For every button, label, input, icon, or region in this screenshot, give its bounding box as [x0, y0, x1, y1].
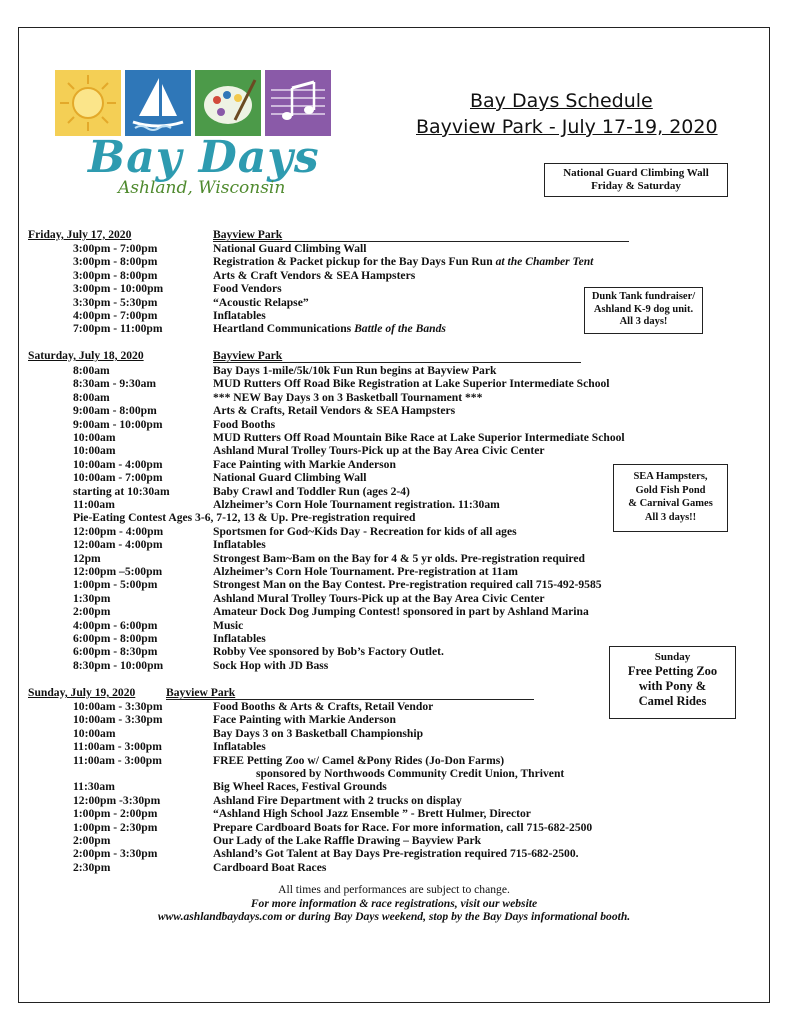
- event-description-text: Alzheimer’s Corn Hole Tournament registration. 11:30am: [213, 498, 500, 511]
- event-description-text: Bay Days 1-mile/5k/10k Fun Run begins at Bayview Park: [213, 364, 497, 377]
- schedule-row: [0, 605, 788, 618]
- event-description-text: Bay Days 3 on 3 Basketball Championship: [213, 726, 424, 740]
- event-description: [213, 700, 433, 713]
- box-line: Ashland K-9 dog unit.: [593, 303, 694, 315]
- event-description-text: “Ashland High School Jazz Ensemble ” - Brett Hulmer, Director: [213, 807, 531, 821]
- event-time: 11:00am - 3:00pm: [73, 740, 162, 754]
- event-description-text: Ashland Mural Trolley Tours-Pick up at the Bay Area Civic Center: [213, 444, 545, 458]
- event-description: [213, 659, 328, 672]
- climbing-wall-box: [544, 163, 728, 197]
- event-description: [213, 727, 423, 740]
- event-description: [213, 282, 282, 295]
- event-description-text: Arts & Crafts, Retail Vendors & SEA Hampsters: [213, 404, 456, 418]
- footer: [0, 883, 788, 924]
- event-description-text: National Guard Climbing Wall: [213, 471, 367, 485]
- event-description: [213, 255, 593, 268]
- event-time: 10:00am - 7:00pm: [73, 471, 163, 485]
- schedule-row: [0, 727, 788, 740]
- schedule-row: [0, 861, 788, 874]
- event-time: 12:00am - 4:00pm: [73, 538, 163, 552]
- schedule-row: [0, 619, 788, 632]
- schedule-row: [0, 471, 788, 484]
- event-description: [213, 740, 266, 753]
- schedule-row: [0, 807, 788, 820]
- event-time: 10:00am: [73, 726, 116, 740]
- schedule-row: [0, 821, 788, 834]
- event-description: [213, 847, 579, 860]
- event-time: 2:30pm: [73, 860, 111, 874]
- event-time: 3:00pm - 10:00pm: [73, 282, 164, 296]
- event-time: 8:30pm - 10:00pm: [73, 658, 164, 672]
- box-line: Gold Fish Pond: [635, 484, 706, 496]
- event-description: [213, 322, 446, 335]
- box-line: Friday & Saturday: [591, 180, 681, 193]
- event-time: 12pm: [73, 551, 101, 565]
- event-description-text: Food Booths & Arts & Crafts, Retail Vendor: [213, 700, 434, 713]
- schedule-row: [0, 282, 788, 295]
- event-time: 10:00am - 4:00pm: [73, 457, 163, 471]
- event-description: [213, 754, 504, 767]
- schedule-row: [0, 754, 788, 767]
- event-time: 10:00am: [73, 444, 116, 458]
- schedule-row: [0, 255, 788, 268]
- schedule-row: [0, 269, 788, 282]
- schedule-row: [0, 834, 788, 847]
- schedule-row: [0, 525, 788, 538]
- schedule-row: [0, 632, 788, 645]
- footer-info: For more information & race registrations, visit our website: [250, 896, 538, 910]
- event-description: [213, 632, 266, 645]
- box-line: SEA Hampsters,: [633, 471, 708, 482]
- schedule-row: [0, 794, 788, 807]
- event-time: 10:00am - 3:30pm: [73, 700, 163, 713]
- box-line: Sunday: [654, 651, 691, 663]
- event-description: [213, 242, 366, 255]
- event-description-text: Food Vendors: [213, 282, 282, 296]
- schedule-row: [0, 242, 788, 255]
- event-description: [213, 444, 545, 457]
- event-description: [213, 498, 500, 511]
- event-time: 2:00pm: [73, 605, 111, 619]
- event-description: [213, 296, 309, 309]
- event-time: starting at 10:30am: [73, 484, 170, 498]
- event-description-text: FREE Petting Zoo w/ Camel &Pony Rides (Jo-Don Farms): [213, 753, 505, 767]
- saturday-place: Bayview Park: [213, 349, 283, 362]
- saturday-rule: [213, 362, 581, 363]
- event-time: 2:00pm: [73, 834, 111, 847]
- event-sponsor: sponsored by Northwoods Community Credit Union, Thrivent: [256, 767, 565, 780]
- event-description-text: Inflatables: [213, 538, 266, 552]
- event-time: 6:00pm - 8:30pm: [73, 645, 158, 659]
- event-description: [213, 418, 275, 431]
- schedule-row: [0, 578, 788, 591]
- event-description: [213, 834, 481, 847]
- schedule-row: [0, 498, 788, 511]
- box-line: All 3 days!: [619, 316, 668, 328]
- footer-website: www.ashlandbaydays.com or during Bay Days weekend, stop by the Bay Days informational booth.: [157, 910, 631, 923]
- event-time: 10:00am - 3:30pm: [73, 713, 163, 727]
- event-description: [213, 821, 592, 834]
- event-description: [213, 713, 396, 726]
- event-time: 12:00pm -3:30pm: [73, 793, 161, 807]
- event-description-text: Amateur Dock Dog Jumping Contest! sponsored in part by Ashland Marina: [213, 605, 589, 619]
- event-description-text: Arts & Craft Vendors & SEA Hampsters: [213, 268, 416, 282]
- event-description-text: Inflatables: [213, 309, 266, 322]
- event-description: [213, 525, 517, 538]
- event-description: [213, 458, 396, 471]
- event-time: 11:00am: [73, 498, 115, 511]
- event-description-text: Inflatables: [213, 632, 266, 645]
- schedule-row: [0, 592, 788, 605]
- event-time: 4:00pm - 7:00pm: [73, 309, 158, 322]
- event-description-text: Our Lady of the Lake Raffle Drawing – Bayview Park: [213, 834, 482, 847]
- event-description-text: Ashland Mural Trolley Tours-Pick up at the Bay Area Civic Center: [213, 591, 545, 605]
- event-time: 3:00pm - 8:00pm: [73, 255, 158, 269]
- event-description-text: Face Painting with Markie Anderson: [213, 713, 396, 727]
- event-time: 6:00pm - 8:00pm: [73, 632, 158, 645]
- schedule-row: [0, 404, 788, 417]
- event-description: [213, 861, 326, 874]
- schedule-row: [0, 364, 788, 377]
- event-time: 3:00pm - 8:00pm: [73, 268, 158, 282]
- event-time: 8:30am - 9:30am: [73, 377, 157, 391]
- schedule-row: [0, 538, 788, 551]
- schedule-row: [0, 767, 788, 780]
- schedule-row: [0, 391, 788, 404]
- event-description: [213, 780, 387, 793]
- event-description: [213, 269, 415, 282]
- event-description-text: Ashland’s Got Talent at Bay Days Pre-registration required 715-682-2500.: [213, 847, 579, 861]
- event-description: [213, 404, 455, 417]
- event-description: [213, 364, 496, 377]
- event-description-text: Strongest Man on the Bay Contest. Pre-registration required call 715-492-9585: [213, 578, 602, 592]
- schedule-row: [0, 309, 788, 322]
- schedule-row: [0, 645, 788, 658]
- event-description: [213, 377, 610, 390]
- event-time: 12:00pm –5:00pm: [73, 565, 163, 578]
- event-description-text: MUD Rutters Off Road Mountain Bike Race at Lake Superior Intermediate School: [213, 431, 625, 444]
- event-description-text: Big Wheel Races, Festival Grounds: [213, 780, 387, 794]
- event-time: 12:00pm - 4:00pm: [73, 524, 164, 538]
- footer-disclaimer: All times and performances are subject to change.: [278, 883, 510, 896]
- event-description-text: Robby Vee sponsored by Bob’s Factory Outlet.: [213, 645, 444, 659]
- event-description-text: Alzheimer’s Corn Hole Tournament. Pre-registration at 11am: [213, 565, 518, 578]
- event-description-text: Baby Crawl and Toddler Run (ages 2-4): [213, 484, 410, 498]
- music-tile-icon: [265, 70, 331, 136]
- event-time: 1:00pm - 2:30pm: [73, 820, 158, 834]
- schedule-row: [0, 418, 788, 431]
- sunday-header: Sunday, July 19, 2020: [28, 686, 136, 699]
- schedule-row: [0, 700, 788, 713]
- schedule-row: [0, 485, 788, 498]
- sun-tile-icon: [55, 70, 121, 136]
- event-description: [213, 471, 366, 484]
- event-description: [213, 552, 585, 565]
- sunday-place: Bayview Park: [166, 686, 236, 699]
- event-description-text: Food Booths: [213, 417, 276, 431]
- event-description: [213, 391, 482, 404]
- event-description: [213, 431, 625, 444]
- event-description-text: Ashland Fire Department with 2 trucks on display: [213, 793, 462, 807]
- schedule-row: [0, 511, 788, 524]
- event-description: [213, 309, 266, 322]
- event-time: 1:30pm: [73, 591, 111, 605]
- event-description: [213, 807, 531, 820]
- event-time: 10:00am: [73, 431, 116, 444]
- friday-header: Friday, July 17, 2020: [28, 228, 132, 241]
- event-time: 4:00pm - 6:00pm: [73, 618, 158, 632]
- event-description: [213, 578, 602, 591]
- schedule-row: [0, 458, 788, 471]
- event-description-text: Face Painting with Markie Anderson: [213, 457, 396, 471]
- event-description-text: National Guard Climbing Wall: [213, 242, 367, 255]
- event-time: 2:00pm - 3:30pm: [73, 847, 158, 861]
- event-description-text: Sock Hop with JD Bass: [213, 658, 329, 672]
- event-time: 8:00am: [73, 390, 110, 404]
- box-line: Free Petting Zoo: [627, 664, 718, 679]
- event-description-text: Heartland Communications: [213, 322, 352, 336]
- box-line: Dunk Tank fundraiser/: [591, 291, 696, 302]
- event-description-text: Prepare Cardboard Boats for Race. For more information, call 715-682-2500: [213, 820, 593, 834]
- saturday-header: Saturday, July 18, 2020: [28, 349, 144, 362]
- schedule-row: [0, 322, 788, 335]
- box-line: All 3 days!!: [644, 511, 697, 523]
- event-description: [213, 592, 545, 605]
- event-time: 3:00pm - 7:00pm: [73, 242, 158, 255]
- event-time: 1:00pm - 5:00pm: [73, 578, 158, 592]
- schedule-row: [0, 296, 788, 309]
- schedule-row: [0, 444, 788, 457]
- event-description-text: “Acoustic Relapse”: [213, 295, 309, 309]
- sailboat-tile-icon: [125, 70, 191, 136]
- schedule-row: [0, 377, 788, 390]
- event-time: 9:00am - 8:00pm: [73, 404, 157, 418]
- schedule-title: Bay Days Schedule: [470, 90, 653, 112]
- event-description-text: *** NEW Bay Days 3 on 3 Basketball Tournament ***: [213, 390, 483, 404]
- event-description-text: MUD Rutters Off Road Bike Registration at Lake Superior Intermediate School: [213, 377, 610, 391]
- event-description-text: Registration & Packet pickup for the Bay Days Fun Run: [213, 255, 493, 269]
- event-time: 11:00am - 3:00pm: [73, 753, 162, 767]
- event-description: [213, 538, 266, 551]
- schedule-row: [0, 847, 788, 860]
- schedule-row: [0, 713, 788, 726]
- event-description-text: Music: [213, 618, 244, 632]
- event-description: [213, 619, 243, 632]
- logo-wordmark: Bay Days: [88, 132, 320, 183]
- event-time: 9:00am - 10:00pm: [73, 417, 163, 431]
- schedule-subtitle: Bayview Park - July 17-19, 2020: [416, 116, 718, 138]
- event-description-text: Strongest Bam~Bam on the Bay for 4 & 5 yr olds. Pre-registration required: [213, 551, 585, 565]
- event-description: [213, 485, 410, 498]
- event-description: [213, 645, 444, 658]
- schedule-row: [0, 552, 788, 565]
- friday-place: Bayview Park: [213, 228, 283, 241]
- box-line: & Carnival Games: [628, 498, 713, 510]
- event-time: 1:00pm - 2:00pm: [73, 807, 158, 821]
- event-description: Pie-Eating Contest Ages 3-6, 7-12, 13 & Up. Pre-registration required: [73, 511, 416, 525]
- event-description-italic: at the Chamber Tent: [495, 255, 594, 269]
- event-time: 3:30pm - 5:30pm: [73, 295, 158, 309]
- event-description-text: Inflatables: [213, 740, 266, 754]
- box-line: with Pony &: [638, 679, 707, 694]
- box-line: National Guard Climbing Wall: [563, 167, 709, 179]
- event-description-italic: Battle of the Bands: [354, 322, 446, 336]
- logo-subtitle: Ashland, Wisconsin: [118, 178, 286, 198]
- event-time: 7:00pm - 11:00pm: [73, 322, 163, 336]
- event-time: 11:30am: [73, 780, 115, 794]
- schedule-row: [0, 431, 788, 444]
- palette-tile-icon: [195, 70, 261, 136]
- event-description-text: Cardboard Boat Races: [213, 860, 327, 874]
- event-description: [213, 794, 462, 807]
- box-line: Camel Rides: [638, 694, 707, 709]
- schedule-row: [0, 565, 788, 578]
- event-description: [213, 605, 589, 618]
- event-time: 8:00am: [73, 364, 110, 377]
- event-description-text: Sportsmen for God~Kids Day - Recreation for kids of all ages: [213, 524, 517, 538]
- schedule-row: [0, 659, 788, 672]
- event-description: [213, 565, 518, 578]
- schedule-row: [0, 780, 788, 793]
- schedule-row: [0, 740, 788, 753]
